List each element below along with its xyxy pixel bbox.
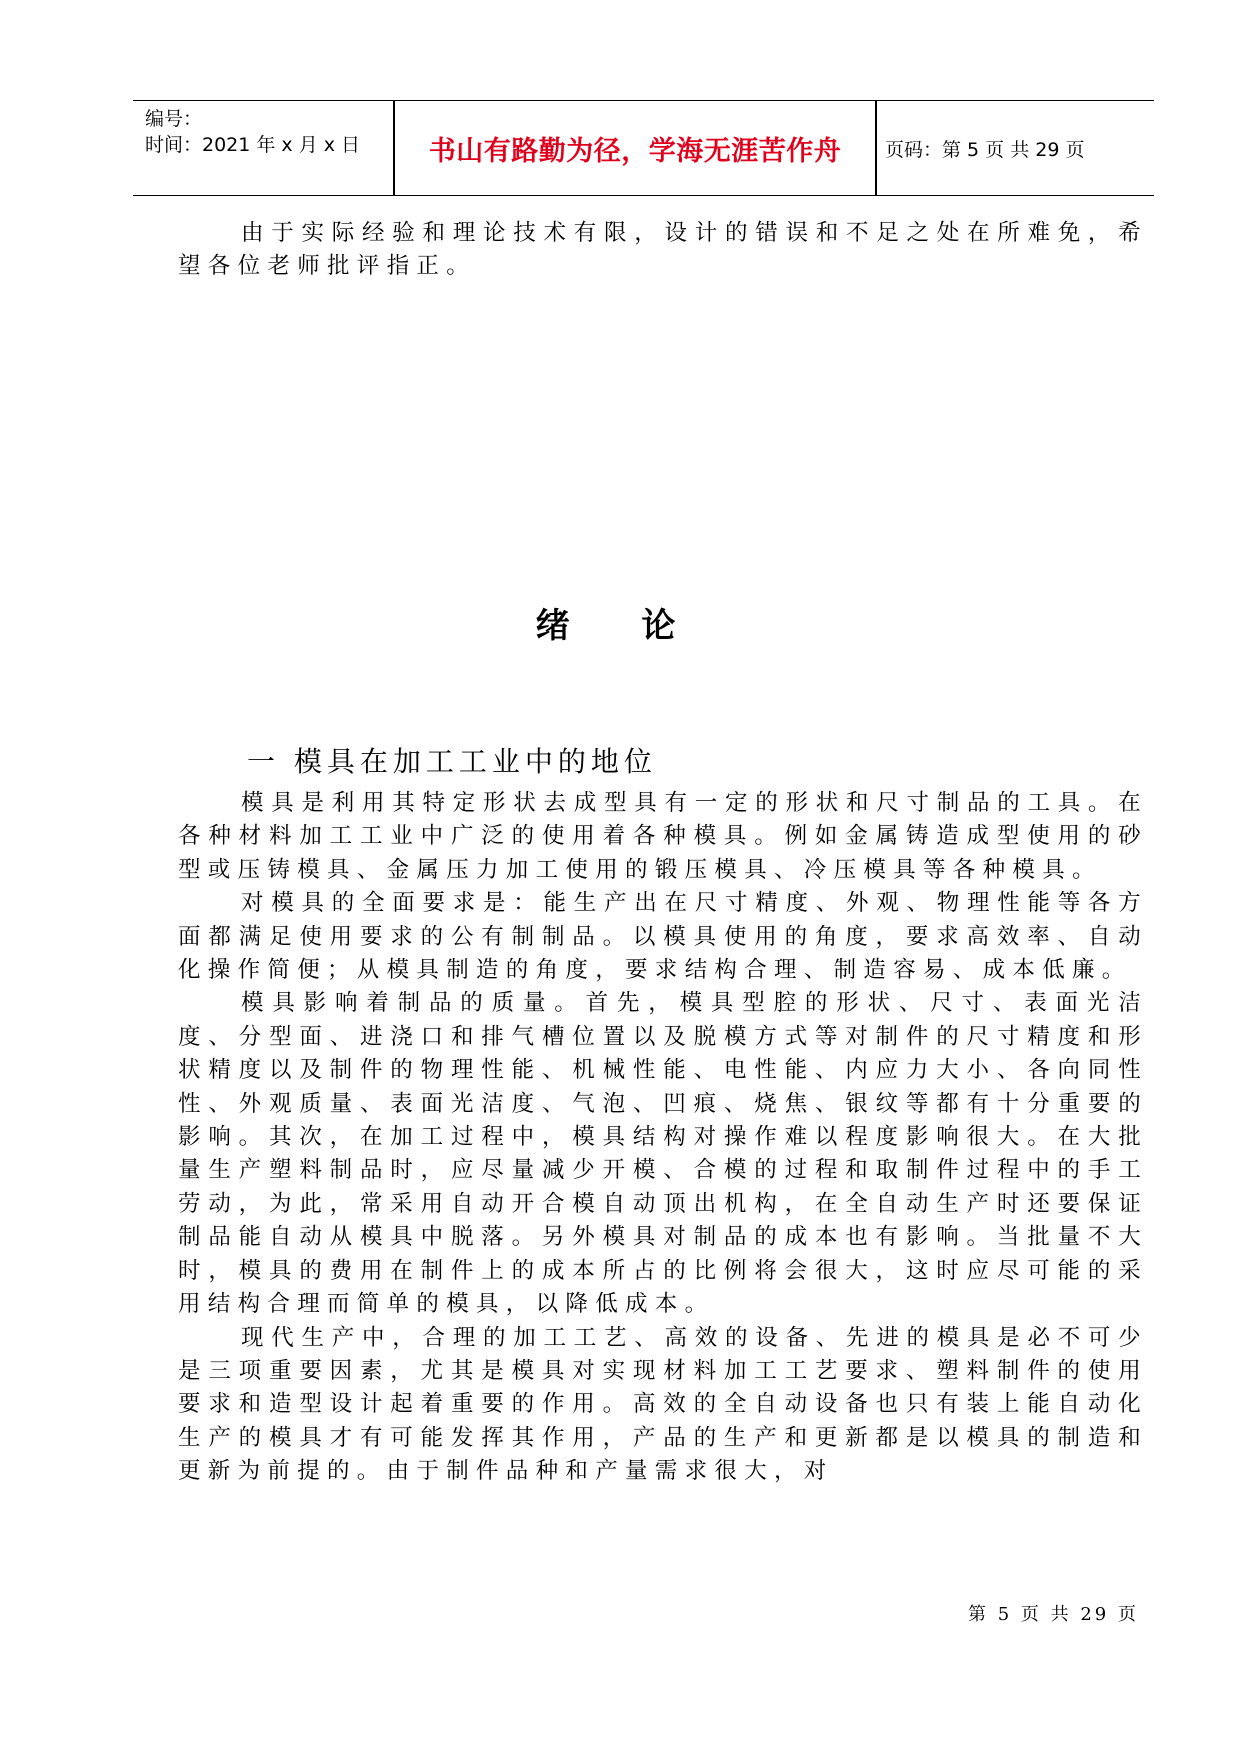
- body-paragraph: 模具影响着制品的质量。首先，模具型腔的形状、尺寸、表面光洁度、分型面、进浇口和排气槽位置以及脱模方式等对制件的尺寸精度和形状精度以及制件的物理性能、机械性能、电性能、内应力大小、各向同性性、外观质量、表面光洁度、气泡、凹痕、烧焦、银纹等都有十分重要的影响。其次，在加工过程中，模具结构对操作难以程度影响很大。在大批量生产塑料制品时，应尽量减少开模、合模的过程和取制件过程中的手工劳动，为此，常采用自动开合模自动顶出机构，在全自动生产时还要保证制品能自动从模具中脱落。另外模具对制品的成本也有影响。当批量不大时，模具的费用在制件上的成本所占的比例将会很大，这时应尽可能的采用结构合理而简单的模具，以降低成本。: [178, 990, 1148, 1318]
- page-header: [133, 100, 1154, 196]
- header-divider: [875, 101, 877, 195]
- body-paragraph: 现代生产中，合理的加工工艺、高效的设备、先进的模具是必不可少是三项重要因素，尤其是模具对实现材料加工工艺要求、塑料制件的使用要求和造型设计起着重要的作用。高效的全自动设备也只有装上能自动化生产的模具才有可能发挥其作用，产品的生产和更新都是以模具的制造和更新为前提的。由于制件品种和产量需求很大，对: [178, 1324, 1148, 1485]
- motto-text: 书山有路勤为径，学海无涯苦作舟: [428, 135, 842, 167]
- body-text: [178, 787, 1148, 1489]
- body-paragraph: 对模具的全面要求是：能生产出在尺寸精度、外观、物理性能等各方面都满足使用要求的公有制制品。以模具使用的角度，要求高效率、自动化操作简便；从模具制造的角度，要求结构合理、制造容易、成本低廉。: [178, 890, 1148, 984]
- header-motto-cell: [395, 101, 875, 195]
- chapter-title: 绪 论: [535, 606, 706, 646]
- date-label: 时间：2021 年 x 月 x 日: [145, 134, 361, 156]
- header-info-cell: [145, 101, 393, 195]
- page-footer: 第 5 页 共 29 页: [968, 1604, 1139, 1625]
- section-heading: 一 模具在加工工业中的地位: [247, 745, 657, 778]
- header-page-cell: [885, 101, 1151, 195]
- body-paragraph: 模具是利用其特定形状去成型具有一定的形状和尺寸制品的工具。在各种材料加工工业中广泛的使用着各种模具。例如金属铸造成型使用的砂型或压铸模具、金属压力加工使用的锻压模具、冷压模具等各种模具。: [178, 790, 1148, 883]
- page-number-label: 页码：第 5 页 共 29 页: [885, 138, 1085, 161]
- intro-paragraph: 由于实际经验和理论技术有限，设计的错误和不足之处在所难免，希望各位老师批评指正。: [178, 220, 1148, 279]
- serial-number-label: 编号：: [145, 108, 203, 130]
